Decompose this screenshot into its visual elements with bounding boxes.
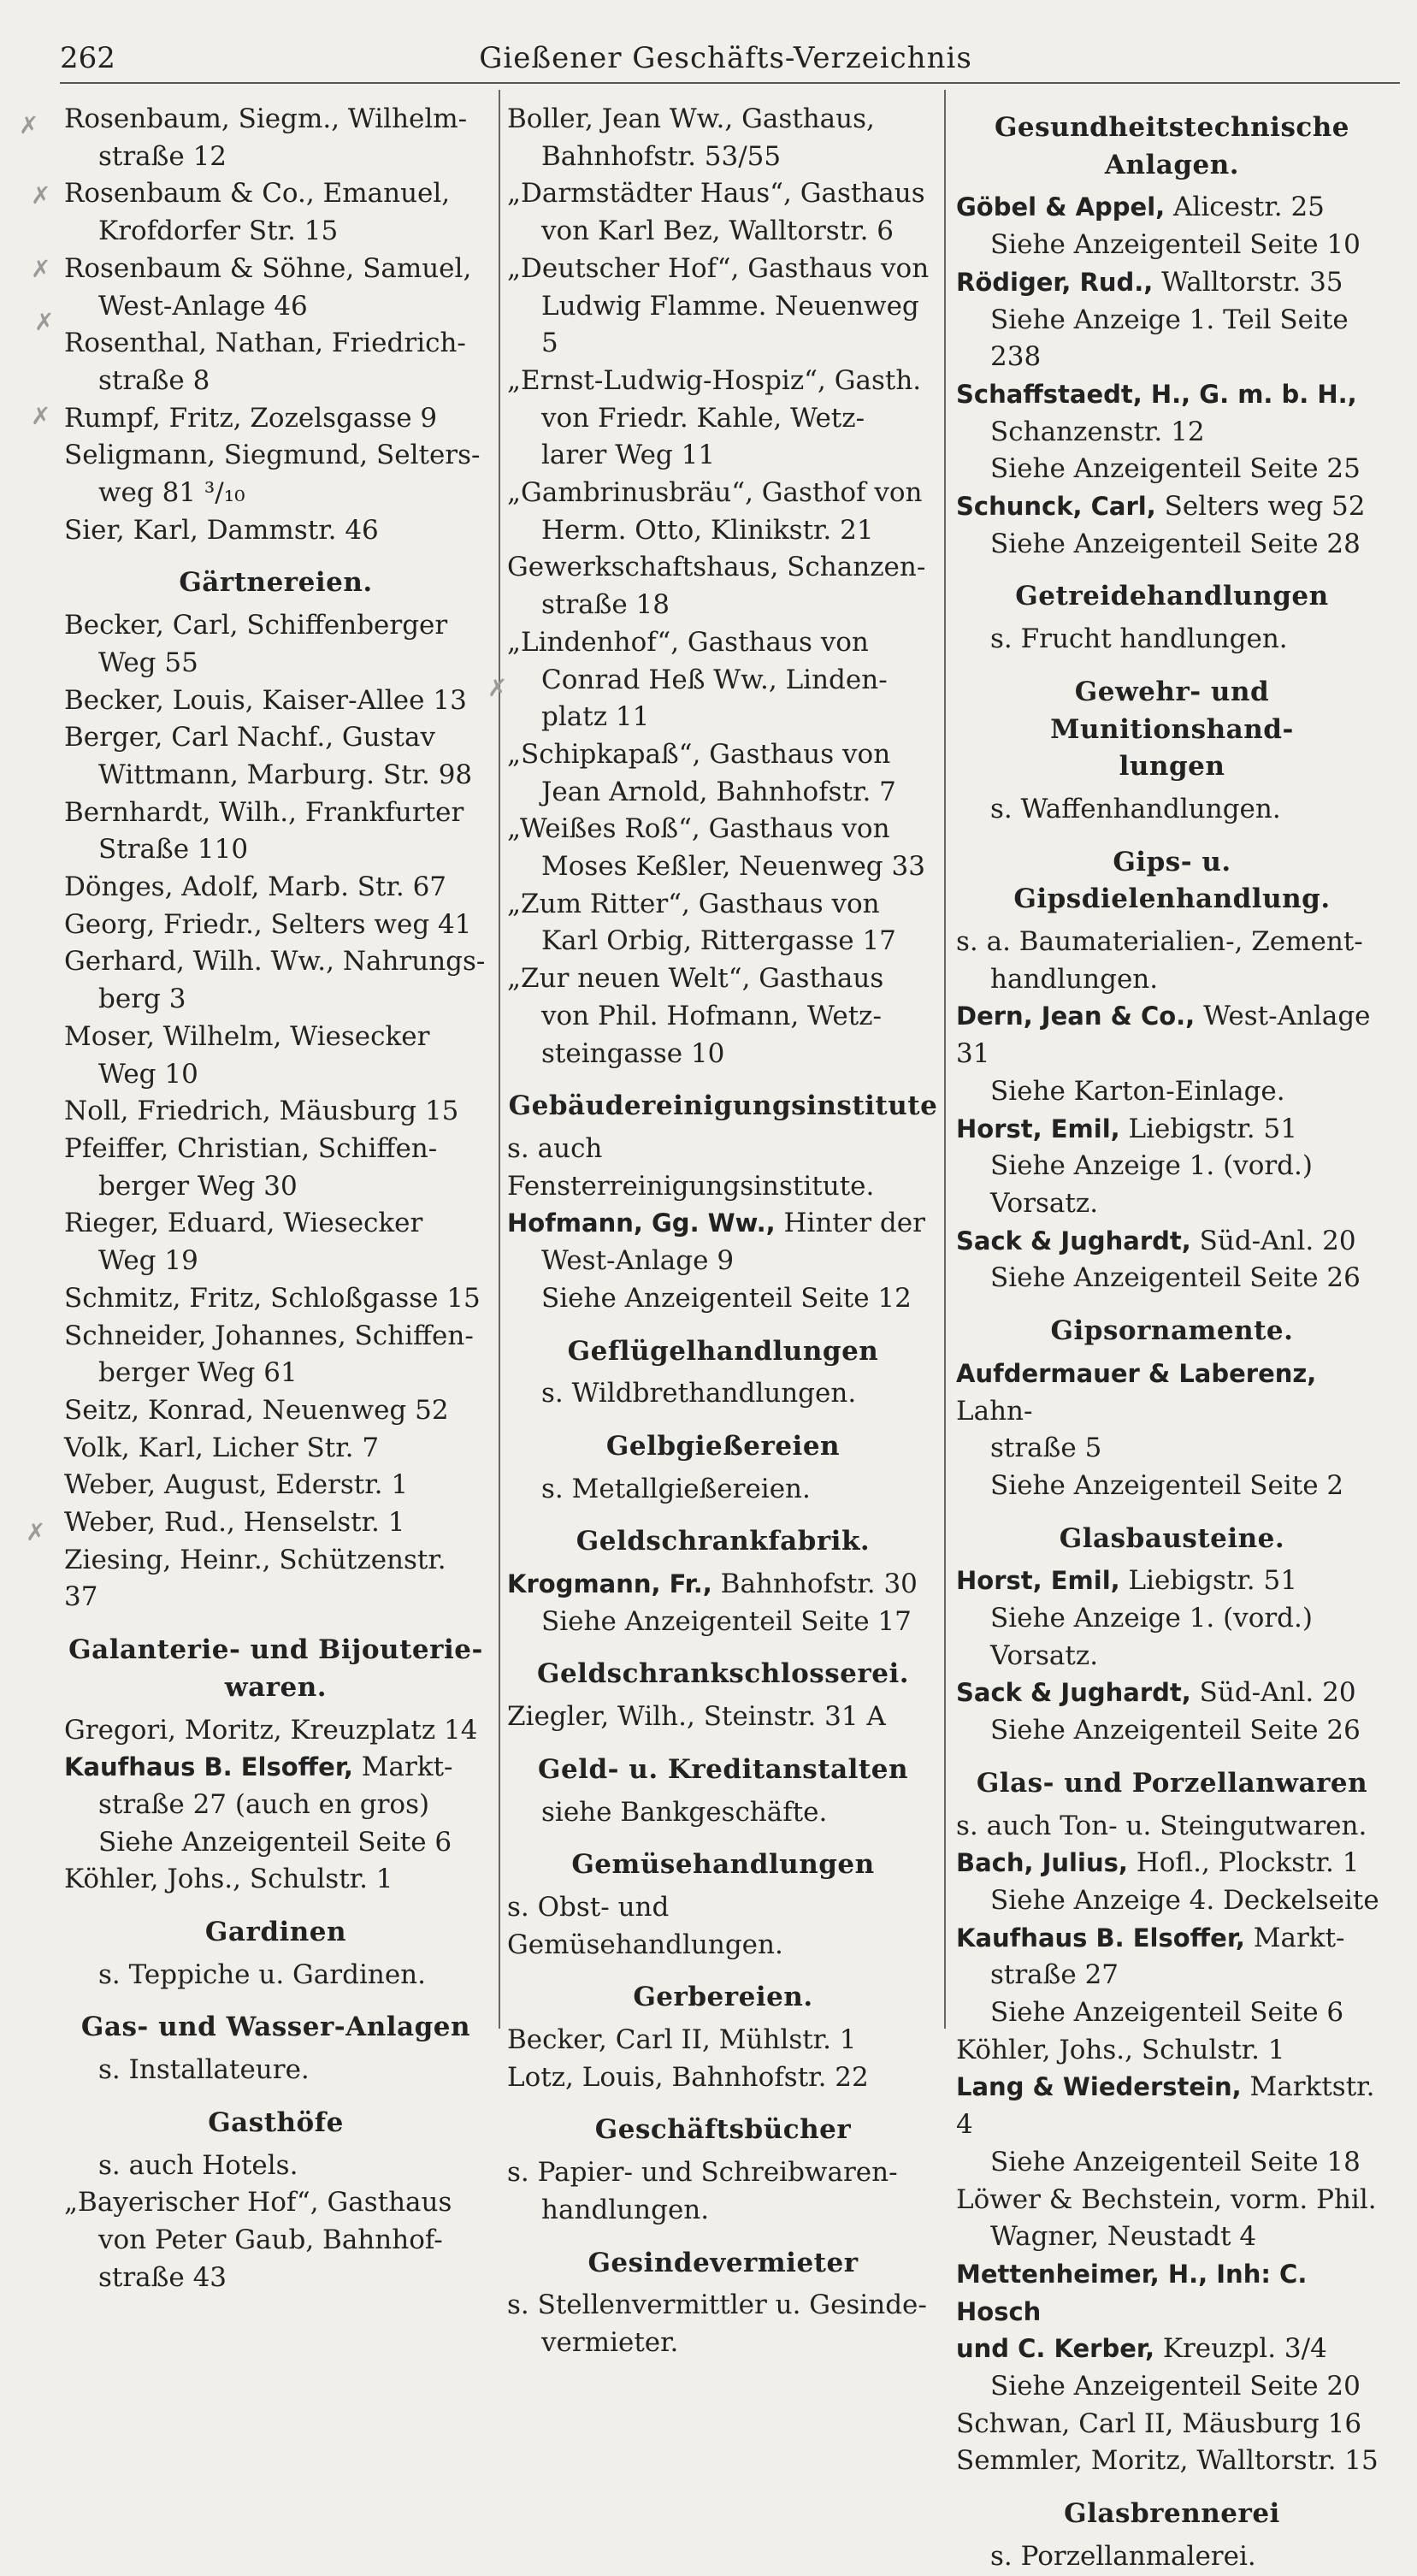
list-item: Mettenheimer, H., Inh: C. Hosch und C. Kerber, Kreuzpl. 3/4 Siehe Anzeigenteil Seite 20 [956, 2259, 1361, 2402]
section-heading: Glasbausteine. [1059, 1522, 1285, 1554]
margin-mark: ✗ [26, 1518, 46, 1546]
cross-reference: s. auch Hotels. [98, 2149, 298, 2181]
column-rule-2 [944, 90, 946, 2029]
list-item: „Schipkapaß“, Gasthaus von Jean Arnold, Bahnhofstr. 7 [507, 738, 896, 807]
list-item: Pfeiffer, Christian, Schiffen- berger Weg 30 [64, 1132, 438, 1202]
list-item: Weber, Rud., Henselstr. 1 [64, 1507, 405, 1539]
list-item: Ziesing, Heinr., Schützenstr. 37 [64, 1544, 446, 1613]
margin-mark: ✗ [31, 181, 51, 210]
list-item: Krogmann, Fr., Bahnhofstr. 30 Siehe Anzeigenteil Seite 17 [507, 1569, 918, 1637]
section-heading: Gas- und Wasser-Anlagen [80, 2012, 471, 2043]
header-rule [60, 82, 1400, 84]
list-item: Lang & Wiederstein, Marktstr. 4 Siehe Anzeigenteil Seite 18 [956, 2071, 1375, 2177]
cross-reference: s. auch Fensterreinigungsinstitute. [507, 1132, 875, 1202]
cross-reference: s. Waffenhandlungen. [990, 793, 1281, 824]
section-heading: Geldschrankfabrik. [576, 1526, 871, 1557]
list-item: Kaufhaus B. Elsoffer, Markt- straße 27 (auch en gros) Siehe Anzeigenteil Seite 6 [64, 1752, 453, 1858]
list-item: Volk, Karl, Licher Str. 7 [64, 1432, 380, 1463]
margin-mark: ✗ [19, 111, 39, 139]
cross-reference: s. Metallgießereien. [541, 1473, 811, 1504]
section-heading: Gasthöfe [208, 2106, 344, 2138]
column-rule-1 [499, 90, 500, 2029]
section-heading: Gesundheitstechnische Anlagen. [994, 112, 1350, 180]
list-item: Köhler, Johs., Schulstr. 1 [956, 2034, 1285, 2065]
list-item: Schaffstaedt, H., G. m. b. H., Schanzenstr. 12 Siehe Anzeigenteil Seite 25 [956, 379, 1361, 485]
list-item: Rieger, Eduard, Wiesecker Weg 19 [64, 1208, 423, 1277]
list-item: Becker, Carl, Schiffenberger Weg 55 [64, 610, 448, 678]
list-item: Seligmann, Siegmund, Selters- weg 81 ³/₁₀ [64, 440, 481, 509]
list-item: Becker, Carl II, Mühlstr. 1 [507, 2024, 857, 2056]
cross-reference: s. Porzellanmalerei. [990, 2540, 1256, 2572]
section-heading: Gelbgießereien [605, 1430, 841, 1462]
cross-reference: s. Obst- und Gemüsehandlungen. [507, 1891, 783, 1960]
list-item: Schneider, Johannes, Schiffen- berger Weg 61 [64, 1320, 474, 1389]
list-item: Rosenbaum, Siegm., Wilhelm- straße 12 [64, 103, 468, 172]
margin-mark: ✗ [31, 402, 51, 430]
list-item: Georg, Friedr., Selters weg 41 [64, 908, 472, 940]
list-item: Sack & Jughardt, Süd-Anl. 20 Siehe Anzeigenteil Seite 26 [956, 1677, 1361, 1746]
section-heading: Gardinen [204, 1917, 347, 1948]
list-item: Lotz, Louis, Bahnhofstr. 22 [507, 2061, 869, 2093]
list-item: Gregori, Moritz, Kreuzplatz 14 [64, 1714, 478, 1746]
cross-reference: s. auch Ton- u. Steingutwaren. [956, 1810, 1367, 1841]
margin-mark: ✗ [31, 255, 51, 283]
section-heading: Geld- u. Kreditanstalten [537, 1753, 909, 1785]
list-item: „Gambrinusbräu“, Gasthof von Herm. Otto, Klinikstr. 21 [507, 477, 923, 546]
section-heading: Gewehr- und Munitionshand- lungen [1050, 676, 1294, 783]
column-3 [956, 101, 1388, 2576]
list-item: Dern, Jean & Co., West-Anlage 31 Siehe Karton-Einlage. [956, 1001, 1371, 1107]
list-item: Aufdermauer & Laberenz, Lahn- straße 5 Siehe Anzeigenteil Seite 2 [956, 1358, 1344, 1501]
list-item: „Zur neuen Welt“, Gasthaus von Phil. Hofmann, Wetz- steingasse 10 [507, 963, 884, 1069]
list-item: „Bayerischer Hof“, Gasthaus von Peter Gaub, Bahnhof- straße 43 [64, 2187, 452, 2293]
section-heading: Gerbereien. [633, 1982, 813, 2013]
page-header [60, 41, 1391, 75]
list-item: Weber, August, Ederstr. 1 [64, 1469, 409, 1501]
section-heading: Geflügelhandlungen [567, 1335, 879, 1367]
list-item: Rosenbaum & Co., Emanuel, Krofdorfer Str. 15 [64, 178, 451, 247]
list-item: Bernhardt, Wilh., Frankfurter Straße 110 [64, 796, 464, 866]
column-1 [64, 101, 487, 2296]
list-item: Berger, Carl Nachf., Gustav Wittmann, Marburg. Str. 98 [64, 722, 473, 790]
list-item: Köhler, Johs., Schulstr. 1 [64, 1864, 393, 1895]
section-heading: Getreidehandlungen [1015, 581, 1329, 612]
section-heading: Gärtnereien. [179, 567, 373, 599]
margin-mark: ✗ [487, 674, 508, 702]
section-heading: Glas- und Porzellanwaren [976, 1767, 1368, 1799]
cross-reference: s. Installateure. [98, 2054, 310, 2086]
section-heading: Glasbrennerei [1064, 2498, 1280, 2530]
section-heading: Gesindevermieter [587, 2247, 859, 2278]
list-item: Dönges, Adolf, Marb. Str. 67 [64, 871, 447, 903]
list-item: Moser, Wilhelm, Wiesecker Weg 10 [64, 1020, 430, 1090]
cross-reference: s. Frucht handlungen. [990, 623, 1288, 655]
cross-reference: s. a. Baumaterialien-, Zement- handlungen. [956, 926, 1363, 995]
list-item: Noll, Friedrich, Mäusburg 15 [64, 1096, 459, 1127]
list-item: Horst, Emil, Liebigstr. 51 Siehe Anzeige 1. (vord.) Vorsatz. [956, 1565, 1313, 1671]
section-heading: Galanterie- und Bijouterie- waren. [68, 1634, 483, 1703]
section-heading: Geldschrankschlosserei. [536, 1658, 910, 1690]
list-item: „Lindenhof“, Gasthaus von Conrad Heß Ww., Linden- platz 11 [507, 626, 888, 733]
list-item: Schmitz, Fritz, Schloßgasse 15 [64, 1282, 481, 1314]
cross-reference: s. Wildbrethandlungen. [541, 1378, 857, 1409]
section-heading: Gemüsehandlungen [571, 1849, 875, 1881]
running-title: Gießener Geschäfts-Verzeichnis [479, 41, 972, 75]
cross-reference: siehe Bankgeschäfte. [541, 1796, 828, 1828]
list-item: Schwan, Carl II, Mäusburg 16 [956, 2408, 1362, 2439]
list-item: Sier, Karl, Dammstr. 46 [64, 514, 379, 546]
list-item: Horst, Emil, Liebigstr. 51 Siehe Anzeige 1. (vord.) Vorsatz. [956, 1113, 1313, 1219]
section-heading: Gebäudereinigungsinstitute [508, 1090, 938, 1122]
list-item: Gerhard, Wilh. Ww., Nahrungs- berg 3 [64, 946, 486, 1015]
list-item: Rosenthal, Nathan, Friedrich- straße 8 [64, 328, 466, 396]
list-item: Boller, Jean Ww., Gasthaus, Bahnhofstr. 53/55 [507, 103, 875, 172]
list-item: Rumpf, Fritz, Zozelsgasse 9 [64, 402, 438, 434]
list-item: Sack & Jughardt, Süd-Anl. 20 Siehe Anzeigenteil Seite 26 [956, 1225, 1361, 1294]
list-item: Semmler, Moritz, Walltorstr. 15 [956, 2445, 1379, 2477]
cross-reference: s. Stellenvermittler u. Gesinde- vermieter. [507, 2289, 927, 2358]
section-heading: Gips- u. Gipsdielenhandlung. [1013, 846, 1331, 915]
list-item: „Weißes Roß“, Gasthaus von Moses Keßler, Neuenweg 33 [507, 813, 925, 883]
list-item: Hofmann, Gg. Ww., Hinter der West-Anlage 9 Siehe Anzeigenteil Seite 12 [507, 1208, 925, 1314]
list-item: Rödiger, Rud., Walltorstr. 35 Siehe Anzeige 1. Teil Seite 238 [956, 266, 1349, 373]
list-item: „Ernst-Ludwig-Hospiz“, Gasth. von Friedr. Kahle, Wetz- larer Weg 11 [507, 364, 922, 471]
list-item: „Deutscher Hof“, Gasthaus von Ludwig Flamme. Neuenweg 5 [507, 252, 930, 359]
cross-reference: s. Papier- und Schreibwaren- handlungen. [507, 2157, 898, 2225]
section-heading: Gipsornamente. [1050, 1315, 1294, 1347]
list-item: Seitz, Konrad, Neuenweg 52 [64, 1394, 449, 1426]
list-item: Rosenbaum & Söhne, Samuel, West-Anlage 46 [64, 252, 472, 322]
list-item: Göbel & Appel, Alicestr. 25 Siehe Anzeigenteil Seite 10 [956, 192, 1361, 261]
section-heading: Geschäftsbücher [594, 2114, 852, 2146]
margin-mark: ✗ [34, 308, 55, 336]
list-item: Löwer & Bechstein, vorm. Phil. Wagner, Neustadt 4 [956, 2183, 1377, 2253]
cross-reference: s. Teppiche u. Gardinen. [98, 1959, 426, 1990]
list-item: Ziegler, Wilh., Steinstr. 31 A [507, 1701, 886, 1733]
list-item: Becker, Louis, Kaiser-Allee 13 [64, 684, 467, 716]
list-item: Bach, Julius, Hofl., Plockstr. 1 Siehe Anzeige 4. Deckelseite [956, 1847, 1379, 1916]
list-item: Gewerkschaftshaus, Schanzen- straße 18 [507, 552, 926, 621]
list-item: „Zum Ritter“, Gasthaus von Karl Orbig, Rittergasse 17 [507, 888, 896, 957]
page-number: 262 [60, 41, 115, 75]
list-item: Kaufhaus B. Elsoffer, Markt- straße 27 Siehe Anzeigenteil Seite 6 [956, 1922, 1345, 2029]
column-2 [507, 101, 939, 2362]
list-item: „Darmstädter Haus“, Gasthaus von Karl Bez, Walltorstr. 6 [507, 178, 925, 247]
list-item: Schunck, Carl, Selters weg 52 Siehe Anzeigenteil Seite 28 [956, 491, 1366, 559]
